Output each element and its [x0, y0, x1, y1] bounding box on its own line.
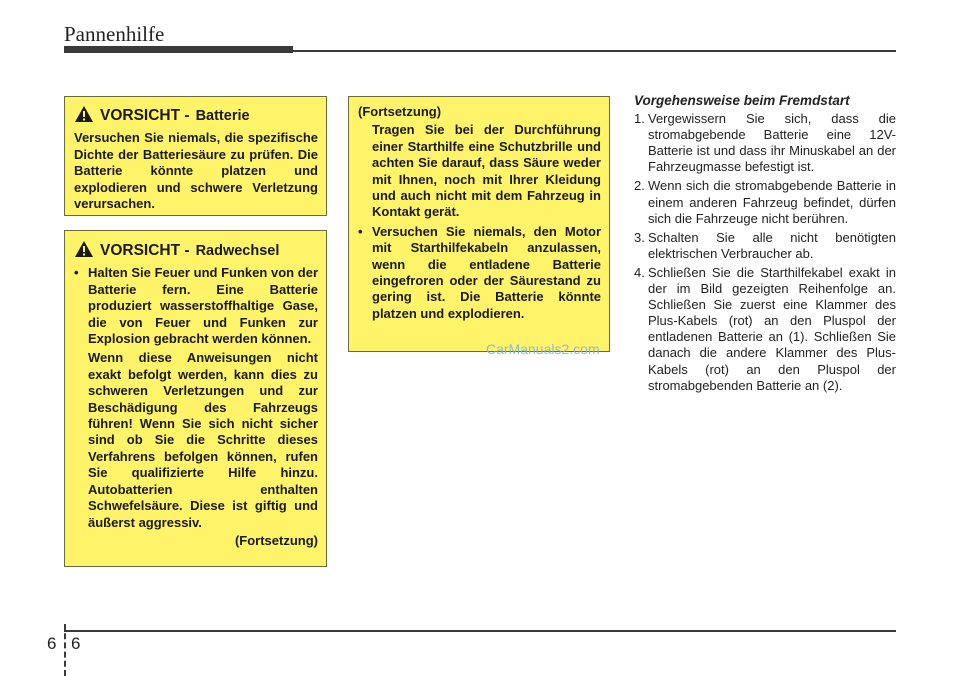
procedure-section [634, 93, 896, 397]
warning-subject: Batterie [195, 108, 250, 124]
bullet-text: Halten Sie Feuer und Funken von der Batterie fern. Eine Batterie produziert wasserstoffhaltige Gase, die von Feuer und Funken zur Explosion gebracht werden können. [88, 265, 318, 347]
footer-divider [64, 624, 66, 676]
list-item [634, 178, 896, 226]
warning-box-battery [64, 96, 327, 216]
watermark-link[interactable]: CarManuals2.com [486, 341, 600, 357]
warning-paragraph: Tragen Sie bei der Durchführung einer Starthilfe eine Schutzbrille und achten Sie darauf, dass Säure weder mit Ihnen, noch mit Ihrer Kleidung und auch nicht mit dem Fahrzeug in Kontakt gerät. [372, 122, 601, 220]
chapter-number: 6 [47, 634, 57, 653]
warning-box-battery-text: Versuchen Sie niemals, die spezifische Dichte der Batteriesäure zu prüfen. Die Batterie könnte platzen und explodieren und schwere Verletzung verursachen. [74, 130, 318, 212]
page-number: 6 [71, 634, 81, 653]
bullet-icon: • [74, 265, 79, 281]
bullet-text: Versuchen Sie niemals, den Motor mit Starthilfekabeln anzulassen, wenn die entladene Batterie eingefroren oder der Säurestand zu gering ist. Die Batterie könnte platzen und explodieren. [372, 223, 601, 321]
step-text: Schließen Sie die Starthilfekabel exakt in der im Bild gezeigten Reihenfolge an. Schließen Sie zuerst eine Klammer des Plus-Kabels (rot) an den Pluspol der entladenen Batterie an (1). Schließen Sie danach die andere Klammer des Plus-Kabels (rot) an den Pluspol der stromabgebenden Batterie an (2). [648, 264, 896, 393]
page-title: Pannenhilfe [64, 22, 165, 46]
step-number: 2. [634, 178, 645, 194]
warning-box-battery-heading [74, 105, 318, 127]
list-item [634, 230, 896, 262]
warning-subject: Radwechsel [195, 243, 280, 259]
list-item [74, 265, 318, 347]
header-rule-thick [64, 46, 293, 53]
warning-paragraph: Wenn diese Anweisungen nicht exakt befolgt werden, kann dies zu schweren Verletzungen und zur Beschädigung des Fahrzeugs führen! Wenn Sie sich nicht sicher sind ob Sie die Schritte dieses Verfahrens befolgen können, rufen Sie qualifizierte Hilfe hinzu. Autobatterien enthalten Schwefelsäure. Diese ist giftig und äußerst aggressiv. [88, 350, 318, 530]
list-item [634, 265, 896, 394]
step-number: 3. [634, 229, 645, 245]
continued-label: (Fortsetzung) [234, 532, 318, 548]
warning-box-radwechsel [64, 230, 327, 567]
step-number: 1. [634, 111, 645, 127]
section-title: Vorgehensweise beim Fremdstart [634, 93, 850, 108]
warning-box-radwechsel-heading [74, 240, 318, 262]
step-text: Schalten Sie alle nicht benötigten elektrischen Verbraucher ab. [648, 229, 896, 261]
step-text: Wenn sich die stromabgebende Batterie in einem anderen Fahrzeug befindet, dürfen sich die Fahrzeuge nicht berühren. [648, 178, 896, 226]
step-text: Vergewissern Sie sich, dass die stromabgebende Batterie eine 12V-Batterie ist und dass ihr Minuskabel an der Fahrzeugmasse befestigt ist. [648, 111, 896, 175]
warning-label: VORSICHT - [100, 242, 190, 259]
bullet-icon: • [358, 223, 363, 239]
list-item [634, 111, 896, 175]
footer-rule [64, 630, 896, 632]
header-rule-thin [293, 50, 896, 52]
list-item [358, 224, 601, 322]
warning-box-continued [348, 96, 610, 352]
continued-heading: (Fortsetzung) [358, 104, 442, 119]
step-number: 4. [634, 264, 645, 280]
warning-triangle-icon [74, 240, 94, 262]
warning-label: VORSICHT - [100, 107, 190, 124]
warning-triangle-icon [74, 105, 94, 127]
